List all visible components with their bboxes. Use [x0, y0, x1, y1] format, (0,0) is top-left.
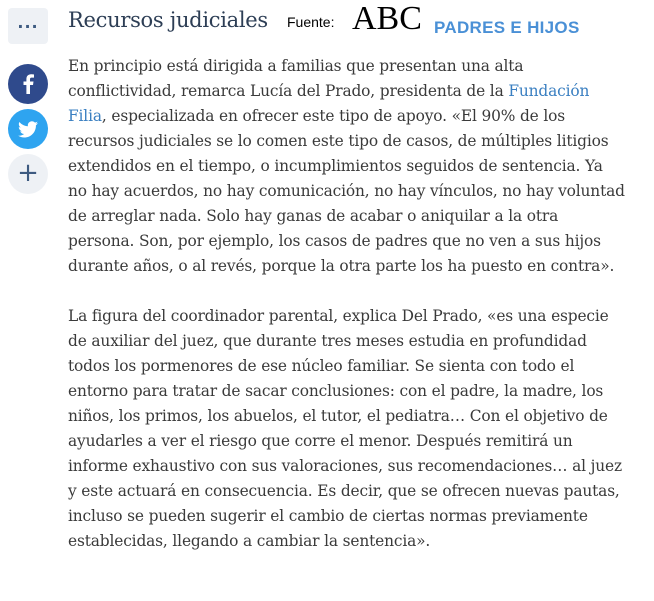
section-title: Recursos judiciales	[68, 8, 268, 32]
source-section-label: PADRES E HIJOS	[434, 18, 580, 37]
source-label: Fuente:	[287, 14, 335, 30]
twitter-share-button[interactable]	[8, 109, 48, 149]
paragraph-1	[68, 54, 626, 279]
more-options-button[interactable]	[8, 8, 48, 44]
more-options-label: ...	[17, 13, 39, 32]
facebook-share-button[interactable]	[8, 64, 48, 104]
facebook-icon	[22, 74, 34, 94]
more-share-button[interactable]	[8, 154, 48, 194]
share-bar	[8, 8, 48, 199]
abc-logo: ABC	[352, 0, 422, 37]
paragraph-2: La figura del coordinador parental, explica Del Prado, «es una especie de auxiliar del juez, que durante tres meses estudia en profundidad todos los pormenores de ese núcleo familiar. Se sienta con todo el entorno para tratar de sacar conclusiones: con el padre, la madre, los niños, los primos, los abuelos, el tutor, el pediatra… Con el objetivo de ayudarles a ver el riesgo que corre el menor. Después remitirá un informe exhaustivo con sus valoraciones, sus recomendaciones… al juez y este actuará en consecuencia. Es decir, que se ofrecen nuevas pautas, incluso se pueden sugerir el cambio de ciertas normas previamente establecidas, llegando a cambiar la sentencia».	[68, 307, 622, 550]
paragraph-1-intro: En principio está dirigida a familias que presentan una alta conflictividad, remarca Lucía del Prado, presidenta de la	[68, 57, 524, 100]
fundacion-filia-link[interactable]: Fundación Filia	[68, 82, 590, 125]
article-body	[68, 54, 626, 554]
paragraph-1-rest: , especializada en ofrecer este tipo de apoyo. «El 90% de los recursos judiciales se lo comen este tipo de casos, de múltiples litigios extendidos en el tiempo, o incumplimientos seguidos de sentencia. Ya no hay acuerdos, no hay comunicación, no hay vínculos, no hay voluntad de arreglar nada. Solo hay ganas de acabar o aniquilar a la otra persona. Son, por ejemplo, los casos de padres que no ven a sus hijos durante años, o al revés, porque la otra parte los ha puesto en contra».	[68, 107, 625, 275]
twitter-icon	[18, 121, 38, 138]
plus-icon: +	[17, 158, 39, 188]
